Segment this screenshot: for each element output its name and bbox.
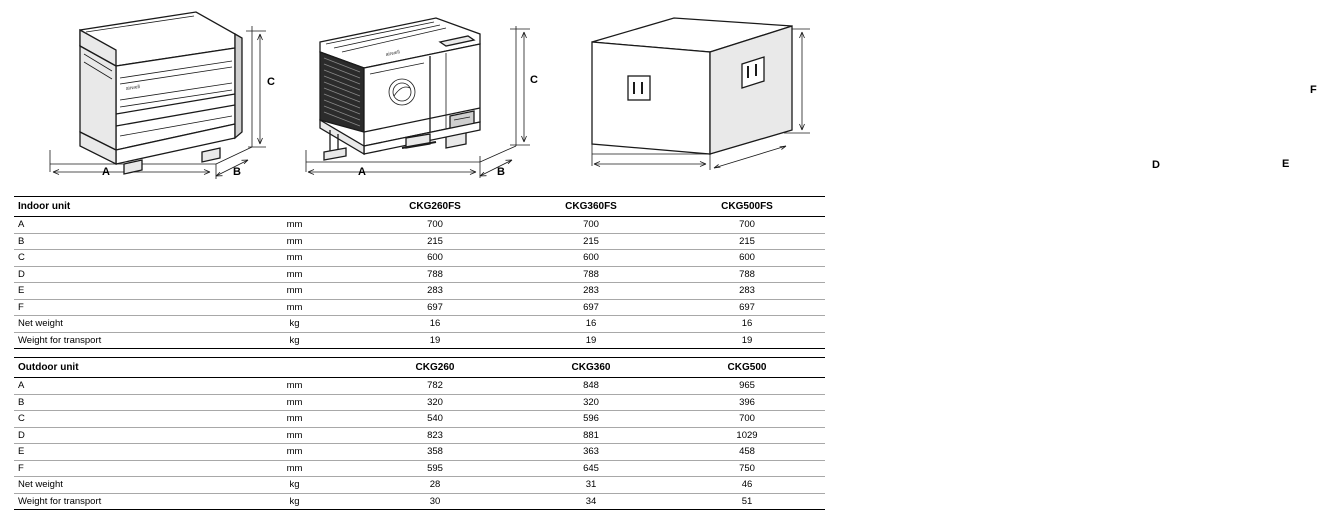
row-value-1: 16 — [357, 316, 513, 333]
row-value-1: 540 — [357, 411, 513, 428]
outdoor-header-model-1: CKG260 — [357, 358, 513, 378]
indoor-header-model-3: CKG500FS — [669, 197, 825, 217]
table-row — [14, 299, 825, 316]
row-unit: kg — [232, 477, 357, 494]
outdoor-unit-table — [14, 357, 825, 510]
row-unit: mm — [232, 378, 357, 395]
row-value-2: 645 — [513, 460, 669, 477]
row-value-2: 697 — [513, 299, 669, 316]
outdoor-header-title: Outdoor unit — [14, 358, 232, 378]
outdoor-dim-label-a: A — [358, 166, 367, 178]
indoor-header-title: Indoor unit — [14, 197, 232, 217]
row-value-1: 782 — [357, 378, 513, 395]
row-label: Weight for transport — [14, 332, 232, 349]
indoor-dim-label-a: A — [102, 166, 111, 178]
illustration-row — [0, 0, 1317, 196]
row-value-2: 19 — [513, 332, 669, 349]
indoor-header-model-1: CKG260FS — [357, 197, 513, 217]
box-dim-label-f: F — [1310, 84, 1317, 96]
outdoor-dim-label-c: C — [530, 74, 539, 86]
row-unit: mm — [232, 444, 357, 461]
outdoor-header-model-3: CKG500 — [669, 358, 825, 378]
row-value-3: 750 — [669, 460, 825, 477]
row-label: F — [14, 299, 232, 316]
box-dim-label-d: D — [1152, 159, 1161, 171]
row-value-1: 30 — [357, 493, 513, 510]
row-unit: mm — [232, 427, 357, 444]
row-value-2: 283 — [513, 283, 669, 300]
indoor-header-model-2: CKG360FS — [513, 197, 669, 217]
svg-text:airwell: airwell — [125, 84, 141, 92]
row-value-2: 881 — [513, 427, 669, 444]
table-row — [14, 493, 825, 510]
row-value-3: 283 — [669, 283, 825, 300]
indoor-dim-label-c: C — [267, 76, 276, 88]
outdoor-unit-drawing — [290, 4, 540, 190]
row-value-3: 965 — [669, 378, 825, 395]
row-value-1: 700 — [357, 217, 513, 234]
table-row — [14, 444, 825, 461]
row-value-2: 600 — [513, 250, 669, 267]
row-value-1: 358 — [357, 444, 513, 461]
row-value-3: 396 — [669, 394, 825, 411]
packaging-box-drawing — [570, 4, 1317, 190]
row-label: E — [14, 444, 232, 461]
row-value-3: 19 — [669, 332, 825, 349]
row-value-2: 16 — [513, 316, 669, 333]
row-unit: mm — [232, 250, 357, 267]
row-value-3: 700 — [669, 411, 825, 428]
row-value-1: 788 — [357, 266, 513, 283]
row-label: D — [14, 427, 232, 444]
table-row — [14, 460, 825, 477]
table-row — [14, 332, 825, 349]
row-value-3: 458 — [669, 444, 825, 461]
row-value-1: 600 — [357, 250, 513, 267]
row-value-2: 215 — [513, 233, 669, 250]
table-row — [14, 217, 825, 234]
row-value-1: 823 — [357, 427, 513, 444]
row-value-2: 34 — [513, 493, 669, 510]
row-value-2: 848 — [513, 378, 669, 395]
table-row — [14, 411, 825, 428]
row-unit: mm — [232, 460, 357, 477]
table-row — [14, 427, 825, 444]
box-dim-label-e: E — [1282, 158, 1290, 170]
row-label: F — [14, 460, 232, 477]
table-row — [14, 266, 825, 283]
row-value-3: 46 — [669, 477, 825, 494]
row-value-1: 595 — [357, 460, 513, 477]
table-row — [14, 477, 825, 494]
row-label: E — [14, 283, 232, 300]
indoor-dim-label-b: B — [233, 166, 242, 178]
row-unit: kg — [232, 316, 357, 333]
row-value-3: 16 — [669, 316, 825, 333]
row-unit: kg — [232, 332, 357, 349]
row-value-1: 28 — [357, 477, 513, 494]
row-value-2: 700 — [513, 217, 669, 234]
table-row — [14, 233, 825, 250]
table-row — [14, 378, 825, 395]
row-unit: mm — [232, 266, 357, 283]
row-label: Weight for transport — [14, 493, 232, 510]
row-unit: mm — [232, 394, 357, 411]
row-value-3: 51 — [669, 493, 825, 510]
row-value-3: 788 — [669, 266, 825, 283]
row-value-1: 19 — [357, 332, 513, 349]
row-value-3: 600 — [669, 250, 825, 267]
row-value-3: 697 — [669, 299, 825, 316]
outdoor-header-unit — [232, 358, 357, 378]
row-value-1: 215 — [357, 233, 513, 250]
row-label: C — [14, 411, 232, 428]
row-label: A — [14, 378, 232, 395]
row-value-1: 697 — [357, 299, 513, 316]
row-value-1: 283 — [357, 283, 513, 300]
table-row — [14, 283, 825, 300]
row-label: C — [14, 250, 232, 267]
table-header-row — [14, 358, 825, 378]
outdoor-header-model-2: CKG360 — [513, 358, 669, 378]
table-row — [14, 316, 825, 333]
indoor-header-unit — [232, 197, 357, 217]
row-unit: mm — [232, 283, 357, 300]
row-label: Net weight — [14, 477, 232, 494]
row-value-2: 320 — [513, 394, 669, 411]
row-value-2: 31 — [513, 477, 669, 494]
row-value-3: 700 — [669, 217, 825, 234]
indoor-unit-table — [14, 196, 825, 349]
row-label: Net weight — [14, 316, 232, 333]
row-unit: mm — [232, 299, 357, 316]
specification-tables — [14, 196, 825, 510]
table-row — [14, 394, 825, 411]
row-unit: mm — [232, 411, 357, 428]
row-label: B — [14, 394, 232, 411]
row-unit: kg — [232, 493, 357, 510]
table-header-row — [14, 197, 825, 217]
svg-text:airwell: airwell — [385, 49, 401, 58]
indoor-unit-drawing — [20, 4, 275, 190]
outdoor-dim-label-b: B — [497, 166, 506, 178]
row-label: D — [14, 266, 232, 283]
row-value-3: 1029 — [669, 427, 825, 444]
row-unit: mm — [232, 217, 357, 234]
row-value-2: 596 — [513, 411, 669, 428]
row-label: B — [14, 233, 232, 250]
row-label: A — [14, 217, 232, 234]
table-row — [14, 250, 825, 267]
row-unit: mm — [232, 233, 357, 250]
row-value-3: 215 — [669, 233, 825, 250]
row-value-1: 320 — [357, 394, 513, 411]
row-value-2: 363 — [513, 444, 669, 461]
row-value-2: 788 — [513, 266, 669, 283]
